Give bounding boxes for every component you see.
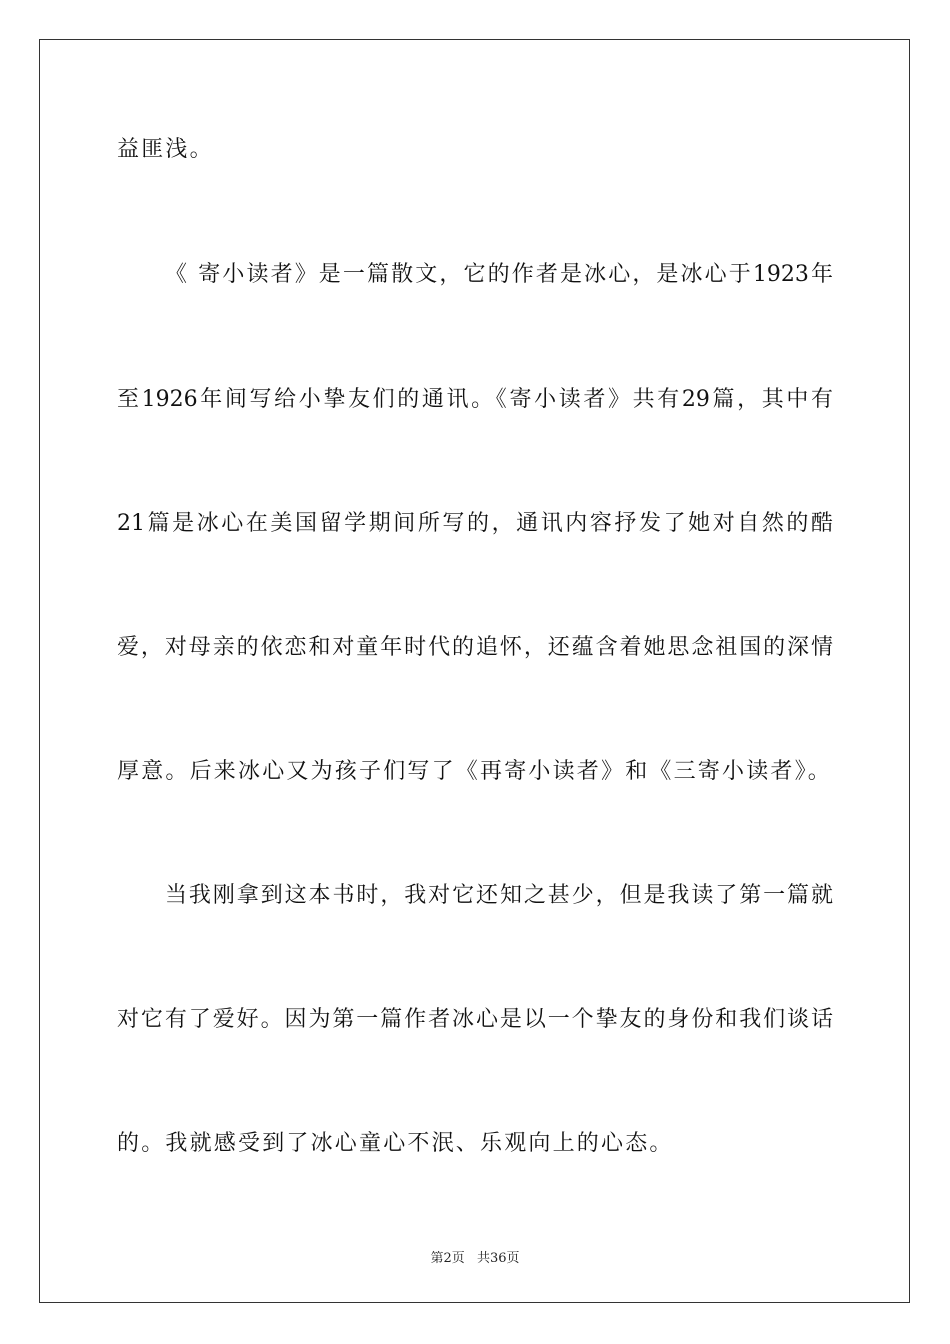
page-border bbox=[39, 39, 910, 1303]
text-line: 厚意。后来冰心又为孩子们写了《再寄小读者》和《三寄小读者》。 bbox=[117, 759, 833, 784]
text-line: 益匪浅。 bbox=[117, 137, 214, 162]
total-pages: 共36页 bbox=[476, 1251, 520, 1266]
paragraph-start-line: 《 寄小读者》是一篇散文，它的作者是冰心，是冰心于1923年 bbox=[165, 262, 833, 287]
paragraph-start-line: 当我刚拿到这本书时，我对它还知之甚少，但是我读了第一篇就 bbox=[165, 883, 833, 908]
text-line: 至1926年间写给小挚友们的通讯。《寄小读者》共有29篇，其中有 bbox=[117, 387, 834, 412]
text-line: 21篇是冰心在美国留学期间所写的，通讯内容抒发了她对自然的酷 bbox=[117, 511, 833, 536]
page-number: 第2页 bbox=[430, 1251, 465, 1266]
page-footer bbox=[0, 1247, 950, 1266]
text-line: 爱，对母亲的依恋和对童年时代的追怀，还蕴含着她思念祖国的深情 bbox=[117, 635, 833, 660]
text-line: 的。我就感受到了冰心童心不泯、乐观向上的心态。 bbox=[117, 1131, 674, 1156]
text-line: 对它有了爱好。因为第一篇作者冰心是以一个挚友的身份和我们谈话 bbox=[117, 1007, 833, 1032]
